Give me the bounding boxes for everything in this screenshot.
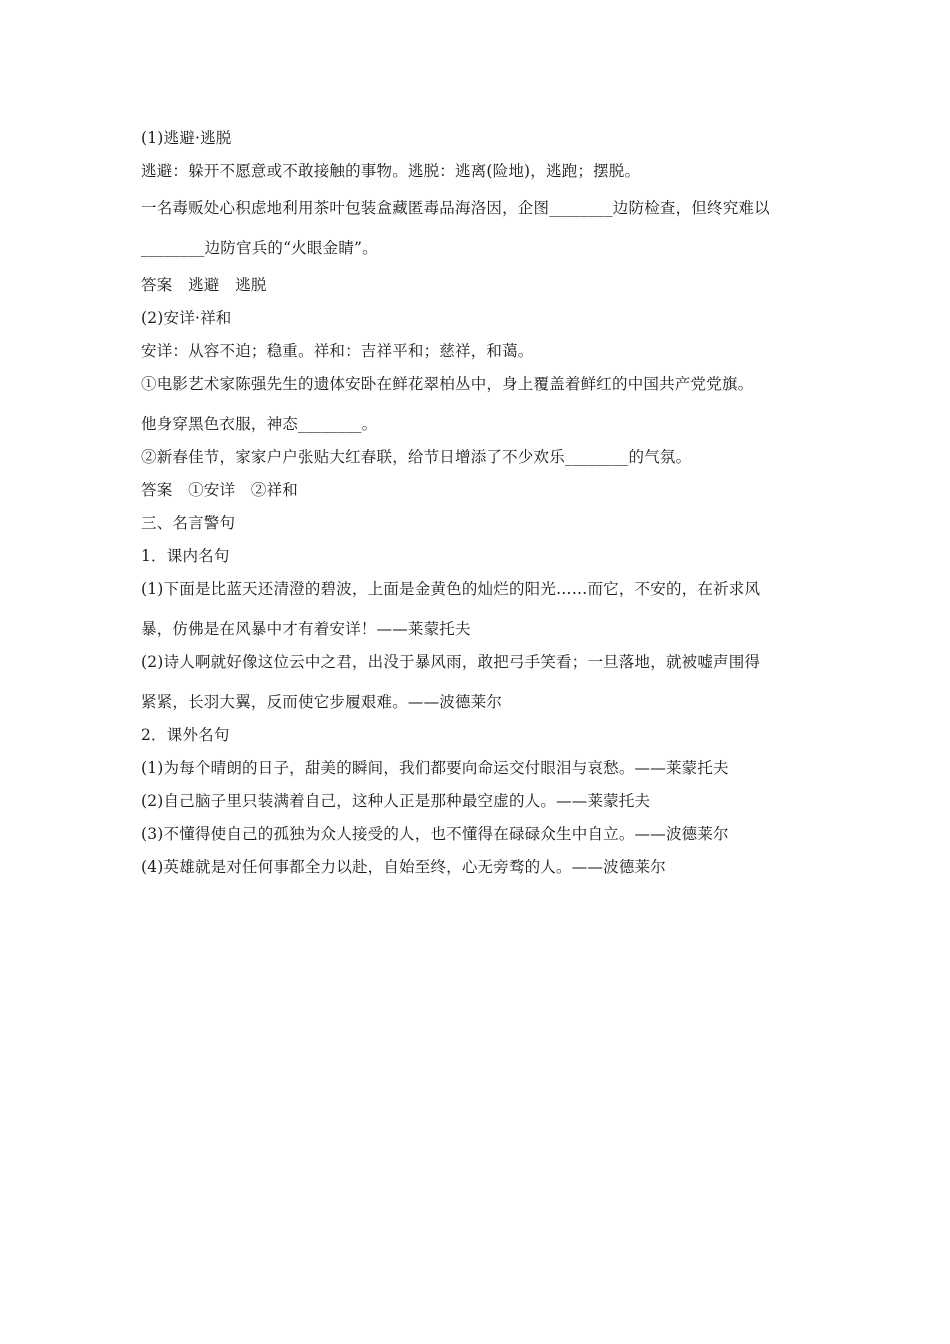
quote-2-line2: 紧紧，长羽大翼，反而使它步履艰难。——波德莱尔 <box>141 693 503 711</box>
extra-quote-4: (4)英雄就是对任何事都全力以赴，自始至终，心无旁骛的人。——波德莱尔 <box>141 858 666 876</box>
document-page <box>141 124 821 881</box>
exercise-serene-2: ②新春佳节，家家户户张贴大红春联，给节日增添了不少欢乐________的气氛。 <box>141 448 692 466</box>
heading-extra-quotes: 2．课外名句 <box>141 726 230 744</box>
extra-quote-1: (1)为每个晴朗的日子，甜美的瞬间，我们都要向命运交付眼泪与哀愁。——莱蒙托夫 <box>141 759 729 777</box>
definition-escape: 逃避：躲开不愿意或不敢接触的事物。逃脱：逃离(险地)，逃跑；摆脱。 <box>141 162 641 180</box>
exercise-escape-line1: 一名毒贩处心积虑地利用茶叶包装盒藏匿毒品海洛因，企图________边防检查，但终究难以 <box>141 199 770 217</box>
heading-in-class-quotes: 1．课内名句 <box>141 547 230 565</box>
answer-serene: 答案 ①安详 ②祥和 <box>141 481 299 499</box>
exercise-serene-1-line1: ①电影艺术家陈强先生的遗体安卧在鲜花翠柏丛中，身上覆盖着鲜红的中国共产党党旗。 <box>141 375 754 393</box>
definition-serene: 安详：从容不迫；稳重。祥和：吉祥平和；慈祥，和蔼。 <box>141 342 534 360</box>
extra-quote-2: (2)自己脑子里只装满着自己，这种人正是那种最空虚的人。——莱蒙托夫 <box>141 792 651 810</box>
exercise-escape-line2: ________边防官兵的“火眼金睛”。 <box>141 239 378 257</box>
quote-1-line1: (1)下面是比蓝天还清澄的碧波，上面是金黄色的灿烂的阳光……而它，不安的，在祈求风 <box>141 580 761 598</box>
exercise-serene-1-line2: 他身穿黑色衣服，神态________。 <box>141 415 378 433</box>
subheading-escape: (1)逃避·逃脱 <box>141 129 232 147</box>
quote-1-line2: 暴，仿佛是在风暴中才有着安详！——莱蒙托夫 <box>141 620 471 638</box>
extra-quote-3: (3)不懂得使自己的孤独为众人接受的人，也不懂得在碌碌众生中自立。——波德莱尔 <box>141 825 729 843</box>
section-heading-quotes: 三、名言警句 <box>141 514 236 532</box>
quote-2-line1: (2)诗人啊就好像这位云中之君，出没于暴风雨，敢把弓手笑看；一旦落地，就被嘘声围得 <box>141 653 761 671</box>
subheading-serene: (2)安详·祥和 <box>141 309 232 327</box>
answer-escape: 答案 逃避 逃脱 <box>141 276 267 294</box>
